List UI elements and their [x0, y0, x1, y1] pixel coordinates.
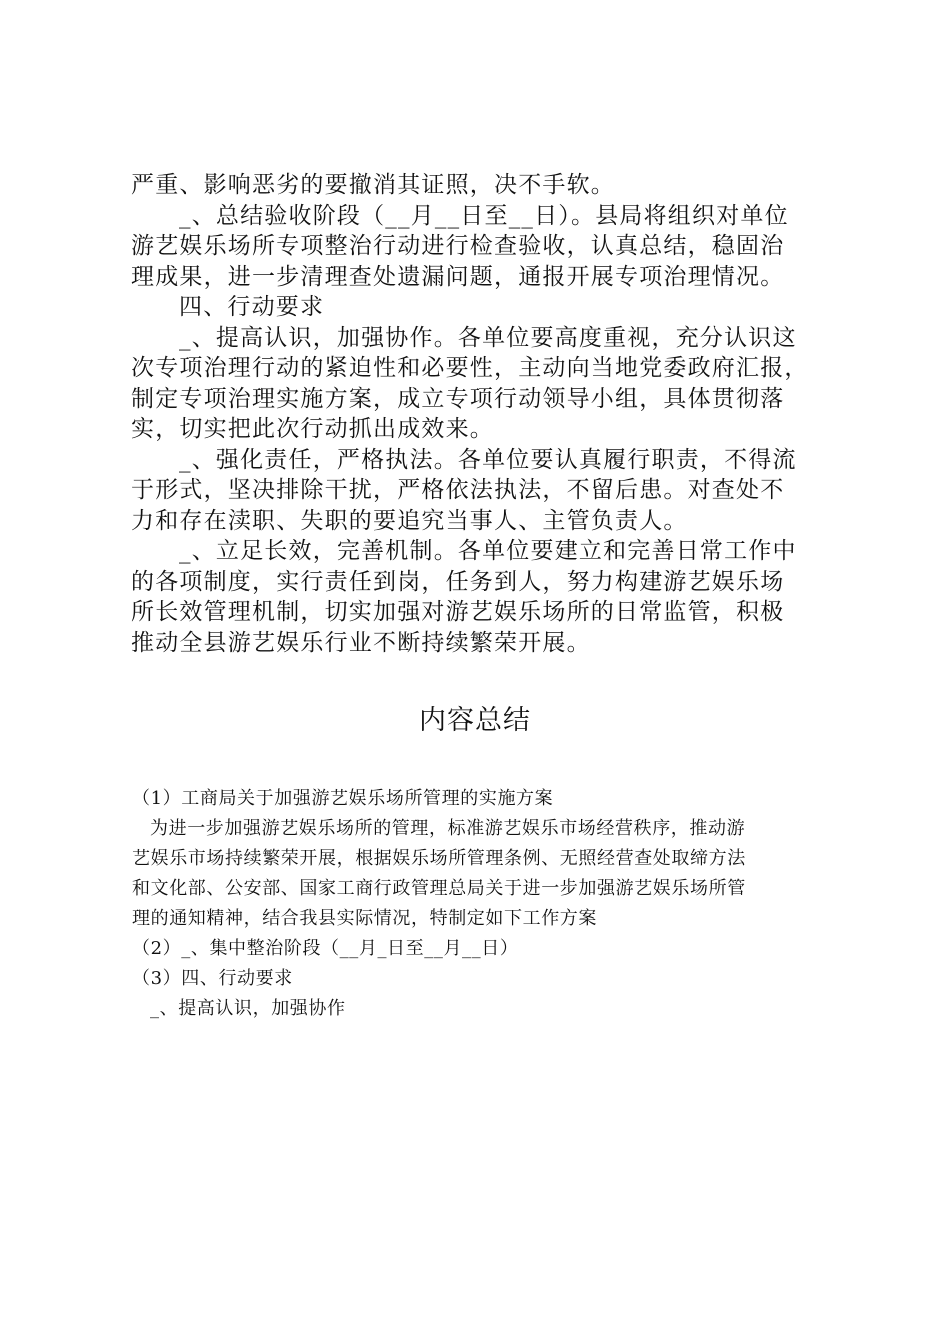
- paragraph-line: 次专项治理行动的紧迫性和必要性，主动向当地党委政府汇报，: [131, 355, 809, 381]
- paragraph-line: 游艺娱乐场所专项整治行动进行检查验收，认真总结，稳固治: [131, 233, 785, 259]
- paragraph-line: 实，切实把此次行动抓出成效来。: [131, 416, 494, 442]
- paragraph-line: 所长效管理机制，切实加强对游艺娱乐场所的日常监管，积极: [131, 599, 785, 625]
- summary-item: （3）四、行动要求: [132, 968, 293, 989]
- summary-line: 艺娱乐市场持续繁荣开展，根据娱乐场所管理条例、无照经营查处取缔方法: [132, 848, 746, 869]
- paragraph-line: _、总结验收阶段（__月__日至__日）。县局将组织对单位: [179, 202, 789, 229]
- paragraph-line: _、立足长效，完善机制。各单位要建立和完善日常工作中: [179, 538, 797, 564]
- paragraph-line: 的各项制度，实行责任到岗，任务到人，努力构建游艺娱乐场: [131, 568, 785, 595]
- paragraph-line: _、提高认识，加强协作。各单位要高度重视，充分认识这: [179, 324, 797, 351]
- paragraph-line: _、强化责任，严格执法。各单位要认真履行职责，不得流: [179, 446, 797, 473]
- summary-line: _、提高认识，加强协作: [150, 998, 346, 1019]
- paragraph-line: 严重、影响恶劣的要撤消其证照，决不手软。: [131, 172, 615, 198]
- paragraph-line: 力和存在渎职、失职的要追究当事人、主管负责人。: [131, 507, 688, 534]
- summary-title: 内容总结: [419, 705, 531, 736]
- summary-item: （2）_、集中整治阶段（__月_日至__月__日）: [132, 938, 519, 959]
- paragraph-line: 制定专项治理实施方案，成立专项行动领导小组，具体贯彻落: [131, 385, 785, 412]
- paragraph-line: 理成果，进一步清理查处遗漏问题，通报开展专项治理情况。: [131, 263, 785, 290]
- summary-line: 为进一步加强游艺娱乐场所的管理，标准游艺娱乐市场经营秩序，推动游: [150, 818, 746, 839]
- paragraph-line: 推动全县游艺娱乐行业不断持续繁荣开展。: [131, 629, 591, 656]
- section-heading: 四、行动要求: [179, 294, 325, 320]
- summary-line: 理的通知精神，结合我县实际情况，特制定如下工作方案: [132, 908, 597, 929]
- paragraph-line: 于形式，坚决排除干扰，严格依法执法，不留后患。对查处不: [131, 477, 785, 503]
- summary-body: [132, 784, 832, 1024]
- summary-line: 和文化部、公安部、国家工商行政管理总局关于进一步加强游艺娱乐场所管: [132, 878, 746, 899]
- main-body-text: [131, 170, 831, 658]
- summary-item: （1）工商局关于加强游艺娱乐场所管理的实施方案: [132, 788, 554, 809]
